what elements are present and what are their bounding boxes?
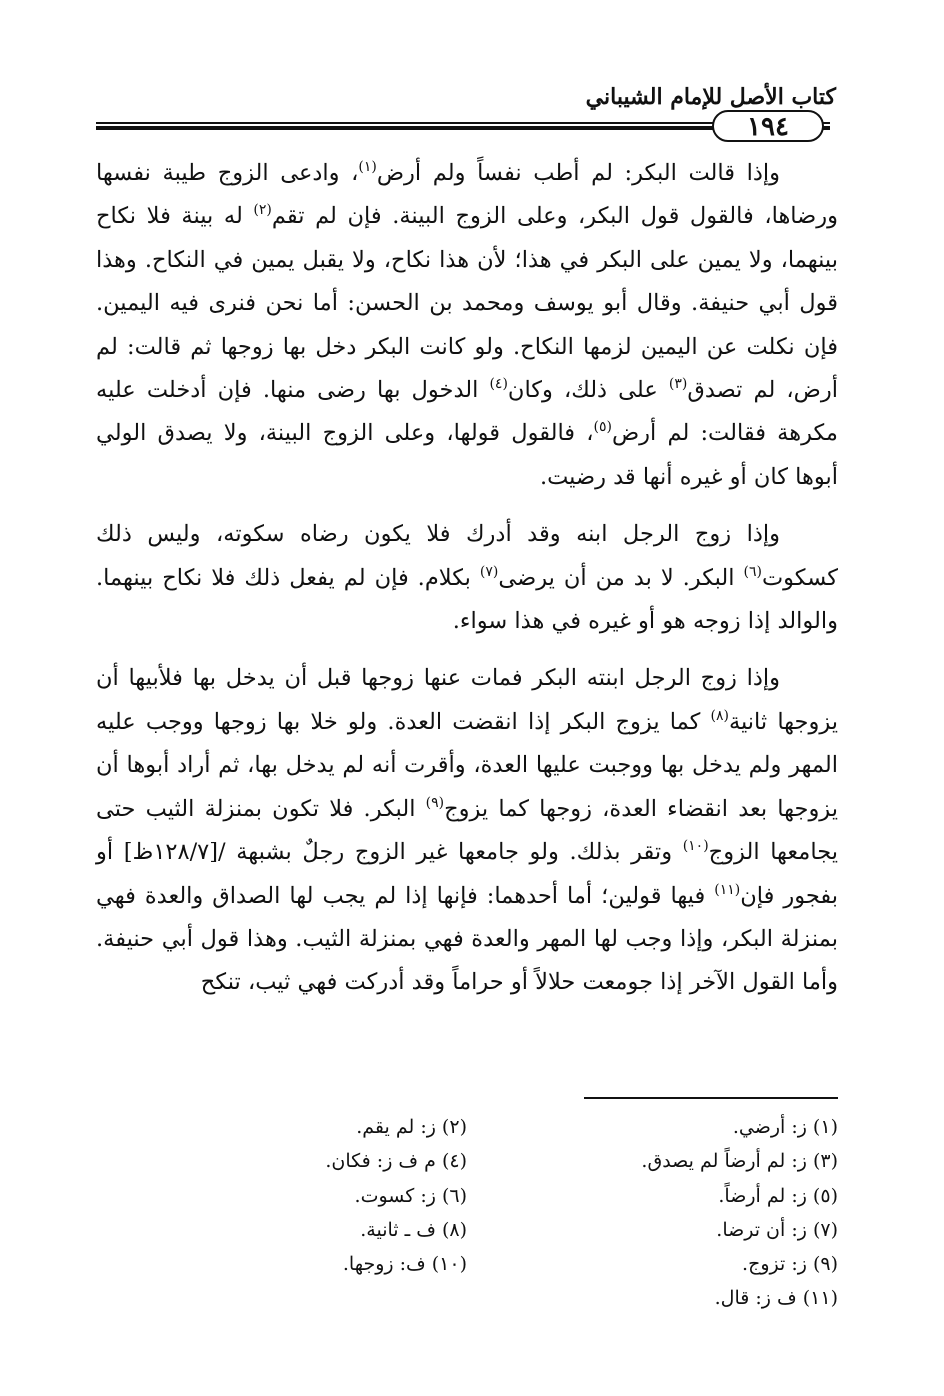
text-run: الدخول بها رضى منها. فإن أدخلت عليه مكرهة فقالت: لم أرض <box>96 377 838 447</box>
footnote-marker: (٢) <box>253 202 272 219</box>
footnote <box>96 1281 467 1315</box>
running-header-title: كتاب الأصل للإمام الشيباني <box>585 84 836 110</box>
footnote-row <box>96 1179 838 1213</box>
footnote: (١١) ف ز: قال. <box>714 1287 838 1310</box>
text-run: له بينة فلا نكاح بينهما، ولا يمين على البكر في هذا؛ لأن هذا نكاح، ولا يقبل يمين في النكاح. وهذا قول أبي حنيفة. وقال أبو يوسف ومحمد بن الحسن: أما نحن فنرى فيه اليمين. فإن نكلت عن اليمين لزمها النكاح. ولو كانت البكر دخل بها زوجها ثم قالت: لم أرض، لم تصدق <box>96 203 838 404</box>
footnote-row <box>96 1144 838 1178</box>
text-run: وتقر بذلك. ولو جامعها غير الزوج رجلٌ بشبهة /[١٢٨/٧ظ] أو بفجور فإن <box>96 839 838 909</box>
footnote: (١٠) ف: زوجها. <box>342 1253 467 1276</box>
footnote-marker: (٩) <box>425 794 445 811</box>
footnotes <box>96 1110 838 1316</box>
text-run: كما يزوج البكر إذا انقضت العدة. ولو خلا بها زوجها ووجب عليه المهر ولم يدخل بها ووجبت عليها العدة، وأقرت أنه لم يدخل بها، ثم أراد أبوها أن يزوجها بعد انقضاء العدة، زوجها كما يزوج <box>96 708 838 822</box>
main-text <box>96 152 838 1005</box>
footnote: (٥) ز: لم أرضاً. <box>718 1184 838 1207</box>
paragraph <box>96 513 838 643</box>
footnote-row <box>96 1281 838 1315</box>
footnote-marker: (٣) <box>668 376 688 393</box>
text-run: البكر. لا بد من أن يرضى <box>498 564 744 591</box>
footnote-row <box>96 1213 838 1247</box>
footnote: (٢) ز: لم يقم. <box>356 1116 467 1138</box>
footnote: (٣) ز: لم أرضاً لم يصدق. <box>641 1150 838 1173</box>
text-run: وإذا زوج الرجل ابنه وقد أدرك فلا يكون رضاه سكوته، وليس ذلك كسكوت <box>96 521 838 591</box>
page-number: ١٩٤ <box>712 110 824 142</box>
footnote-marker: (١١) <box>714 881 741 898</box>
footnote: (٩) ز: تزوج. <box>742 1253 838 1276</box>
footnote-marker: (٨) <box>710 707 729 724</box>
text-run: فيها قولين؛ أما أحدهما: فإنها إذا لم يجب لها الصداق والعدة فهي بمنزلة البكر، وإذا وجب لها المهر والعدة فهي بمنزلة الثيب. وهذا قول أبي حنيفة. وأما القول الآخر إذا جومعت حلالاً أو حراماً وقد أدركت فهي ثيب، تنكح <box>96 882 838 996</box>
footnote: (٨) ف ـ ثانية. <box>360 1218 467 1241</box>
footnote-marker: (١٠) <box>682 838 709 855</box>
footnote-row <box>96 1247 838 1281</box>
footnote-marker: (٤) <box>489 376 508 393</box>
footnote: (٤) م ف ز: فكان. <box>325 1150 467 1173</box>
footnote: (٦) ز: كسوت. <box>354 1184 467 1207</box>
footnote-marker: (٦) <box>743 563 762 580</box>
text-run: وإذا زوج الرجل ابنته البكر فمات عنها زوجها قبل أن يدخل بها فلأبيها أن يزوجها ثانية <box>96 665 839 735</box>
text-run: ، وادعى الزوج طيبة نفسها ورضاها، فالقول قول البكر، وعلى الزوج البينة. فإن لم تقم <box>96 160 839 230</box>
paragraph <box>96 657 838 1004</box>
footnote: (٧) ز: أن ترضا. <box>716 1218 838 1241</box>
footnote-marker: (٧) <box>479 563 499 580</box>
footnote: (١) ز: أرضي. <box>732 1116 838 1138</box>
text-run: وإذا قالت البكر: لم أطب نفساً ولم أرض <box>376 160 780 186</box>
footnote-marker: (١) <box>358 159 377 175</box>
paragraph <box>96 152 838 499</box>
footnote-marker: (٥) <box>593 419 612 436</box>
text-run: البكر. فلا تكون بمنزلة الثيب حتى يجامعها الزوج <box>96 795 838 866</box>
text-run: على ذلك، وكان <box>507 377 669 404</box>
text-run: بكلام. فإن لم يفعل ذلك فلا نكاح بينهما. والوالد إذا زوجه هو أو غيره في هذا سواء. <box>96 564 838 635</box>
text-run: ، فالقول قولها، وعلى الزوج البينة، ولا يصدق الولي أبوها كان أو غيره أنها قد رضيت. <box>96 420 838 490</box>
footnote-separator <box>584 1097 838 1099</box>
footnote-row <box>96 1110 838 1144</box>
